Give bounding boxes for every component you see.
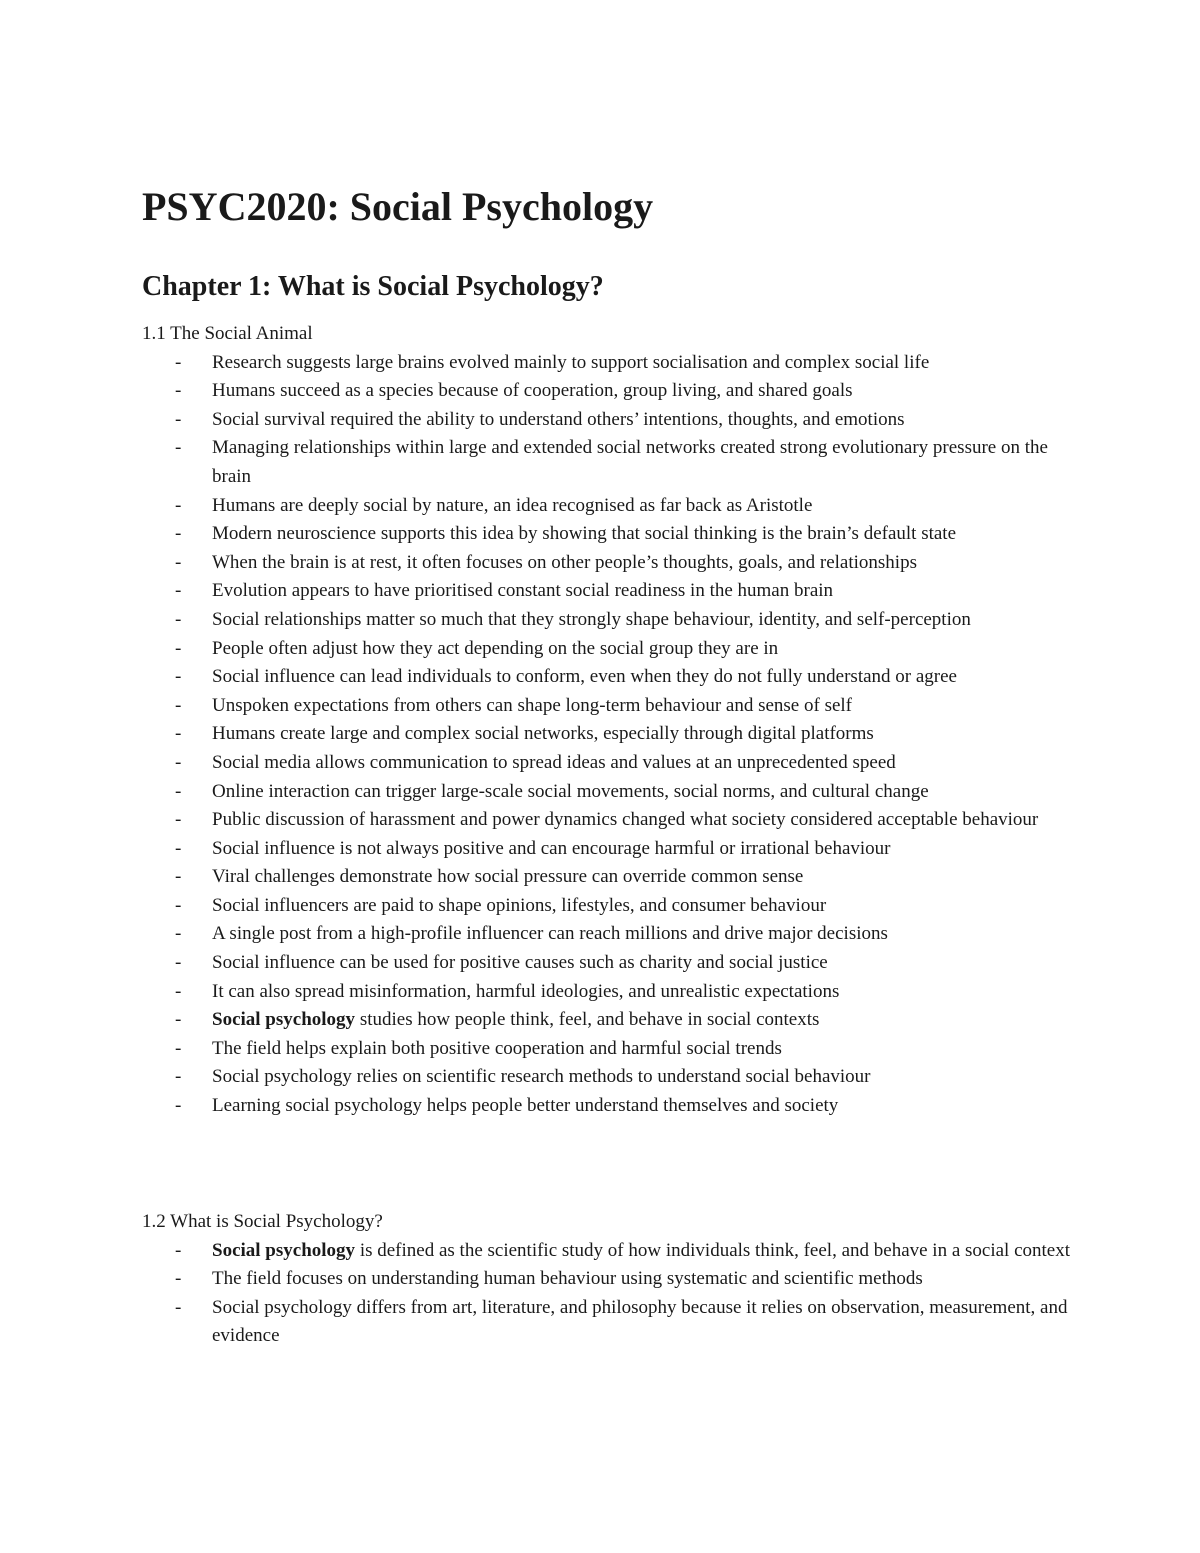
list-item <box>142 892 1082 921</box>
list-item-text: Social survival required the ability to understand others’ intentions, thoughts, and emotions <box>212 408 905 430</box>
list-item <box>142 349 1082 378</box>
bullet-list <box>142 1237 1082 1351</box>
bullet-dash: - <box>175 1268 182 1290</box>
bullet-dash: - <box>175 1296 182 1318</box>
list-item <box>142 720 1082 749</box>
bullet-dash: - <box>175 894 182 916</box>
list-item <box>142 1265 1082 1294</box>
section-1-1 <box>142 320 1082 1121</box>
list-item <box>142 835 1082 864</box>
list-item <box>142 377 1082 406</box>
bullet-dash: - <box>175 637 182 659</box>
document-title: PSYC2020: Social Psychology <box>142 184 654 229</box>
section-1-2 <box>142 1208 1082 1351</box>
list-item <box>142 577 1082 606</box>
list-item <box>142 1092 1082 1121</box>
list-item <box>142 520 1082 549</box>
list-item-text: Social media allows communication to spread ideas and values at an unprecedented speed <box>212 751 896 773</box>
list-item <box>142 1063 1082 1092</box>
list-item-text: is defined as the scientific study of how individuals think, feel, and behave in a social context <box>355 1239 1071 1261</box>
list-item-text: Social relationships matter so much that they strongly shape behaviour, identity, and self-perception <box>212 608 971 630</box>
bullet-dash: - <box>175 1009 182 1031</box>
bullet-dash: - <box>175 494 182 516</box>
list-item <box>142 1006 1082 1035</box>
list-item <box>142 978 1082 1007</box>
list-item-text: Learning social psychology helps people better understand themselves and society <box>212 1095 839 1117</box>
list-item-text: Social influence can be used for positive causes such as charity and social justice <box>212 952 828 974</box>
bullet-dash: - <box>175 837 182 859</box>
list-item <box>142 863 1082 892</box>
bullet-dash: - <box>175 780 182 802</box>
bullet-dash: - <box>175 1037 182 1059</box>
list-item-text: Humans are deeply social by nature, an idea recognised as far back as Aristotle <box>212 494 813 516</box>
bullet-dash: - <box>175 923 182 945</box>
list-item-text: Online interaction can trigger large-scale social movements, social norms, and cultural change <box>212 780 929 802</box>
list-item-text: When the brain is at rest, it often focuses on other people’s thoughts, goals, and relationships <box>212 551 917 573</box>
bold-term: Social psychology <box>212 1009 356 1031</box>
bullet-list <box>142 349 1082 1121</box>
bullet-dash: - <box>175 608 182 630</box>
bullet-dash: - <box>175 694 182 716</box>
list-item <box>142 549 1082 578</box>
list-item-text: Social influencers are paid to shape opinions, lifestyles, and consumer behaviour <box>212 894 827 916</box>
bullet-dash: - <box>175 437 182 459</box>
chapter-title: Chapter 1: What is Social Psychology? <box>142 271 604 302</box>
list-item <box>142 434 1082 491</box>
list-item-text: Social psychology differs from art, literature, and philosophy because it relies on observation, measurement, and evidence <box>212 1296 1068 1347</box>
bullet-dash: - <box>175 952 182 974</box>
list-item <box>142 749 1082 778</box>
section-heading: 1.2 What is Social Psychology? <box>142 1211 383 1232</box>
list-item <box>142 806 1082 835</box>
list-item <box>142 1035 1082 1064</box>
list-item <box>142 606 1082 635</box>
bullet-dash: - <box>175 551 182 573</box>
list-item-text: Modern neuroscience supports this idea by showing that social thinking is the brain’s default state <box>212 523 957 545</box>
list-item-text: studies how people think, feel, and behave in social contexts <box>355 1009 820 1031</box>
list-item <box>142 663 1082 692</box>
list-item-text: The field focuses on understanding human behaviour using systematic and scientific methods <box>212 1268 923 1290</box>
list-item <box>142 1237 1082 1266</box>
bullet-dash: - <box>175 666 182 688</box>
list-item-text: People often adjust how they act depending on the social group they are in <box>212 637 779 659</box>
list-item <box>142 1294 1082 1351</box>
list-item-text: Humans create large and complex social networks, especially through digital platforms <box>212 723 874 745</box>
bullet-dash: - <box>175 1095 182 1117</box>
bullet-dash: - <box>175 723 182 745</box>
list-item <box>142 406 1082 435</box>
list-item-text: It can also spread misinformation, harmful ideologies, and unrealistic expectations <box>212 980 840 1002</box>
list-item-text: Evolution appears to have prioritised constant social readiness in the human brain <box>212 580 834 602</box>
bold-term: Social psychology <box>212 1239 356 1261</box>
list-item-text: Viral challenges demonstrate how social pressure can override common sense <box>212 866 804 888</box>
list-item-text: Social influence is not always positive and can encourage harmful or irrational behaviour <box>212 837 891 859</box>
bullet-dash: - <box>175 408 182 430</box>
list-item <box>142 635 1082 664</box>
list-item <box>142 692 1082 721</box>
bullet-dash: - <box>175 523 182 545</box>
list-item-text: Unspoken expectations from others can shape long-term behaviour and sense of self <box>212 694 852 716</box>
list-item <box>142 778 1082 807</box>
bullet-dash: - <box>175 580 182 602</box>
list-item-text: Social psychology relies on scientific research methods to understand social behaviour <box>212 1066 871 1088</box>
list-item-text: A single post from a high-profile influencer can reach millions and drive major decisions <box>212 923 888 945</box>
list-item-text: Humans succeed as a species because of cooperation, group living, and shared goals <box>212 380 853 402</box>
list-item-text: The field helps explain both positive cooperation and harmful social trends <box>212 1037 782 1059</box>
bullet-dash: - <box>175 751 182 773</box>
bullet-dash: - <box>175 809 182 831</box>
list-item-text: Public discussion of harassment and power dynamics changed what society considered acceptable behaviour <box>212 809 1039 831</box>
bullet-dash: - <box>175 380 182 402</box>
list-item <box>142 920 1082 949</box>
bullet-dash: - <box>175 980 182 1002</box>
list-item-text: Research suggests large brains evolved mainly to support socialisation and complex social life <box>212 351 930 373</box>
bullet-dash: - <box>175 351 182 373</box>
bullet-dash: - <box>175 1066 182 1088</box>
bullet-dash: - <box>175 1239 182 1261</box>
list-item <box>142 492 1082 521</box>
list-item-text: Managing relationships within large and extended social networks created strong evolutionary pressure on the brain <box>212 437 1048 487</box>
section-heading: 1.1 The Social Animal <box>142 323 313 344</box>
bullet-dash: - <box>175 866 182 888</box>
list-item <box>142 949 1082 978</box>
list-item-text: Social influence can lead individuals to conform, even when they do not fully understand or agree <box>212 666 957 688</box>
